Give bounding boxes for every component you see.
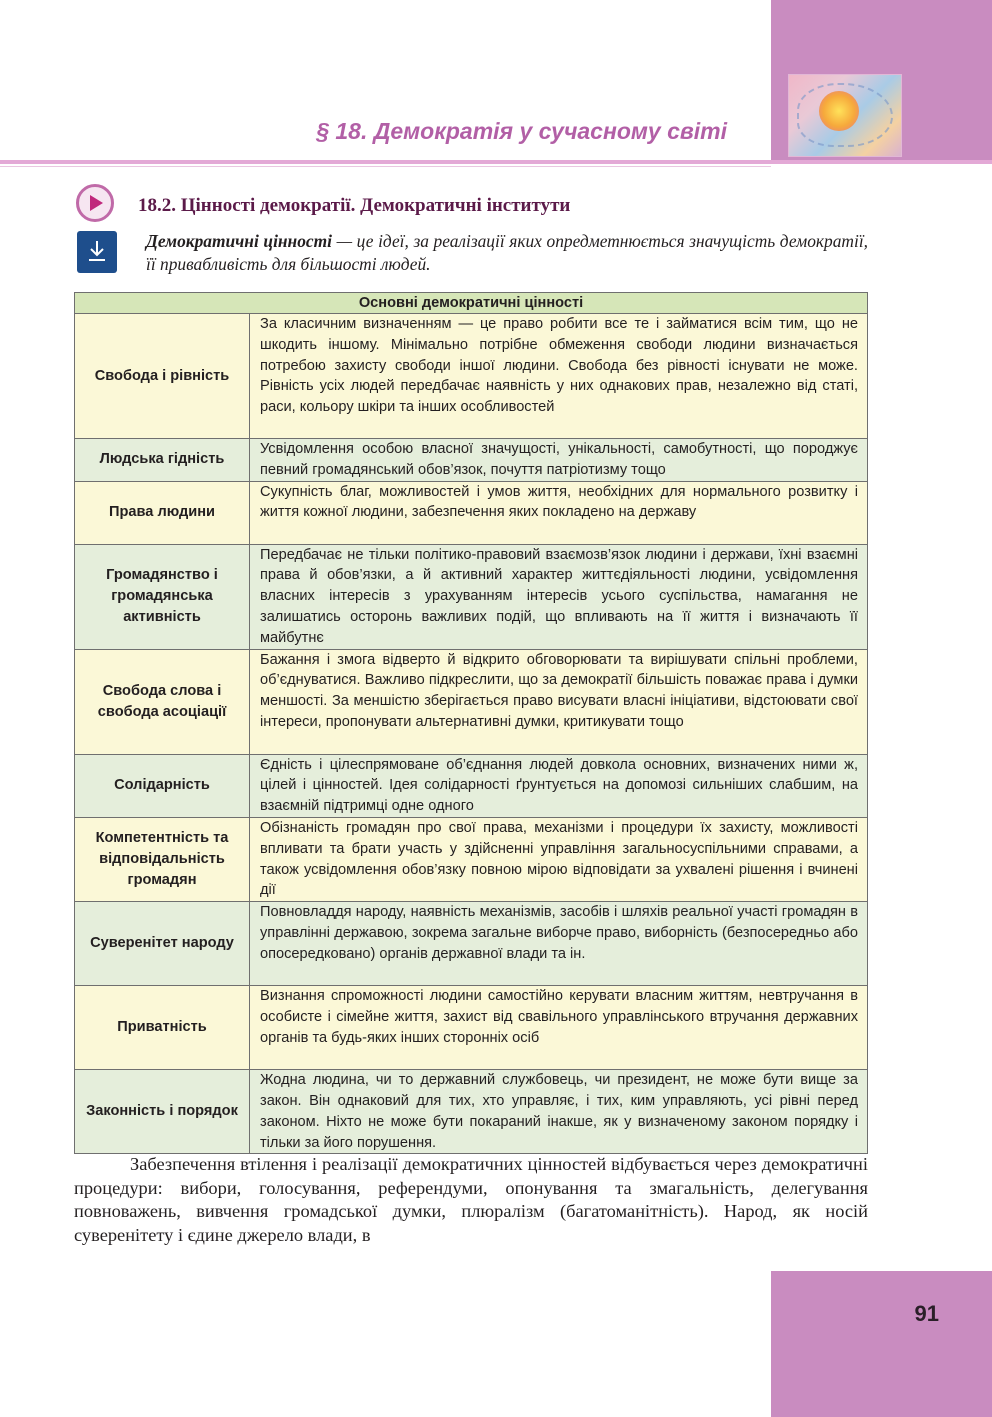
- table-row: [75, 754, 868, 817]
- value-term: Права людини: [75, 481, 250, 544]
- definition-text: — це ідеї, за реалізації яких опредметнюється значущість демократії, її привабливість для більшості людей.: [146, 231, 868, 274]
- table-row: [75, 439, 868, 482]
- value-description: Єдність і цілеспрямоване об’єднання людей довкола основних, визначених ними ж, цілей і цінностей. Ідея солідарності ґрунтується на допомозі сильніших слабшим, на взаємній підтримці одне одного: [250, 754, 868, 817]
- chapter-illustration: [788, 74, 902, 157]
- table-header: Основні демократичні цінності: [75, 293, 868, 314]
- sun-shape: [819, 91, 859, 131]
- value-term: Людська гідність: [75, 439, 250, 482]
- value-description: Повновладдя народу, наявність механізмів, засобів і шляхів реальної участі громадян в управлінні державою, зокрема загальне виборче право, виборність (безпосередньо або опосередковано) органів державної влади та ін.: [250, 902, 868, 986]
- body-paragraph: Забезпечення втілення і реалізації демократичних цінностей відбувається через демократичні процедури: вибори, голосування, референдуми, опонування та змагальність, делегування повноважень, вивчення громадської думки, плюралізм (багатоманітність). Народ, як носій суверенітету і єдине джерело влади, в: [74, 1154, 868, 1245]
- value-description: Жодна людина, чи то державний службовець, чи президент, не може бути вище за закон. Він однаковий для тих, хто управляє, і тих, ким управляють, усі рівні перед законом. Ніхто не може бути покараний інакше, як у визначеному законом порядку і тільки за його порушення.: [250, 1070, 868, 1154]
- value-description: За класичним визначенням — це право робити все те і займатися всім тим, що не шкодить іншому. Мінімально потрібне обмеження свободи людини визначається потребою захисту свободи іншої людини. Свобода без рівності існувати не може. Рівність усіх людей передбачає наявність у них однакових прав, незалежно від статі, раси, кольору шкіри та інших особливостей: [250, 314, 868, 439]
- value-description: Усвідомлення особою власної значущості, унікальності, самобутності, що породжує певний громадянський обов’язок, почуття патріотизму тощо: [250, 439, 868, 482]
- table-row: [75, 902, 868, 986]
- value-description: Передбачає не тільки політико-правовий взаємозв’язок людини і держави, їхні взаємні права й обов’язки, а й активний характер життєдіяльності людини, усвідомлення власних інтересів з урахуванням інтересів усього суспільства, намагання не залишатись осторонь важливих подій, що впливають на її життя і визначають її майбутнє: [250, 544, 868, 649]
- subsection-title: 18.2. Цінності демократії. Демократичні інститути: [138, 195, 571, 216]
- section-title: § 18. Демократія у сучасному світі: [316, 118, 727, 144]
- definition-paragraph: [146, 230, 868, 276]
- table-row: [75, 817, 868, 901]
- table-row: [75, 649, 868, 754]
- value-term: Громадянство і громадянська активність: [75, 544, 250, 649]
- table-row: [75, 544, 868, 649]
- table-row: [75, 481, 868, 544]
- table-row: [75, 986, 868, 1070]
- page-number: 91: [914, 1301, 939, 1326]
- value-term: Суверенітет народу: [75, 902, 250, 986]
- header-rule-thin: [0, 166, 771, 167]
- table-row: [75, 1070, 868, 1154]
- value-description: Обізнаність громадян про свої права, механізми і процедури їх захисту, можливості впливати та брати участь у здійсненні управління загальносуспільними справами, а також усвідомлення обов’язку повною мірою відповідати за ухвалені рішення і вчинені дії: [250, 817, 868, 901]
- value-term: Свобода і рівність: [75, 314, 250, 439]
- header-rule: [0, 160, 992, 164]
- value-description: Бажання і змога відверто й відкрито обговорювати та вирішувати спільні проблеми, об’єднуватися. Важливо підкреслити, що за демократії більшість поважає права і думки меншості. За меншістю зберігається право висувати власні ініціативи, відстоювати свої інтереси, пропонувати альтернативні думки, критикувати тощо: [250, 649, 868, 754]
- value-description: Сукупність благ, можливостей і умов життя, необхідних для нормального розвитку і життя кожної людини, забезпечення яких покладено на державу: [250, 481, 868, 544]
- play-video-icon[interactable]: [76, 184, 114, 222]
- value-term: Солідарність: [75, 754, 250, 817]
- definition-term: Демократичні цінності: [146, 231, 332, 251]
- download-icon[interactable]: [77, 231, 117, 273]
- value-term: Компетентність та відповідальність громадян: [75, 817, 250, 901]
- value-term: Приватність: [75, 986, 250, 1070]
- table-row: [75, 314, 868, 439]
- democratic-values-table: [74, 292, 868, 1154]
- page-number-block: [771, 1271, 992, 1417]
- table-header-row: [75, 293, 868, 314]
- value-term: Свобода слова і свобода асоціації: [75, 649, 250, 754]
- value-term: Законність і порядок: [75, 1070, 250, 1154]
- value-description: Визнання спроможності людини самостійно керувати власним життям, невтручання в особисте і сімейне життя, захист від свавільного управлінського втручання державних органів та будь-яких інших сторонніх осіб: [250, 986, 868, 1070]
